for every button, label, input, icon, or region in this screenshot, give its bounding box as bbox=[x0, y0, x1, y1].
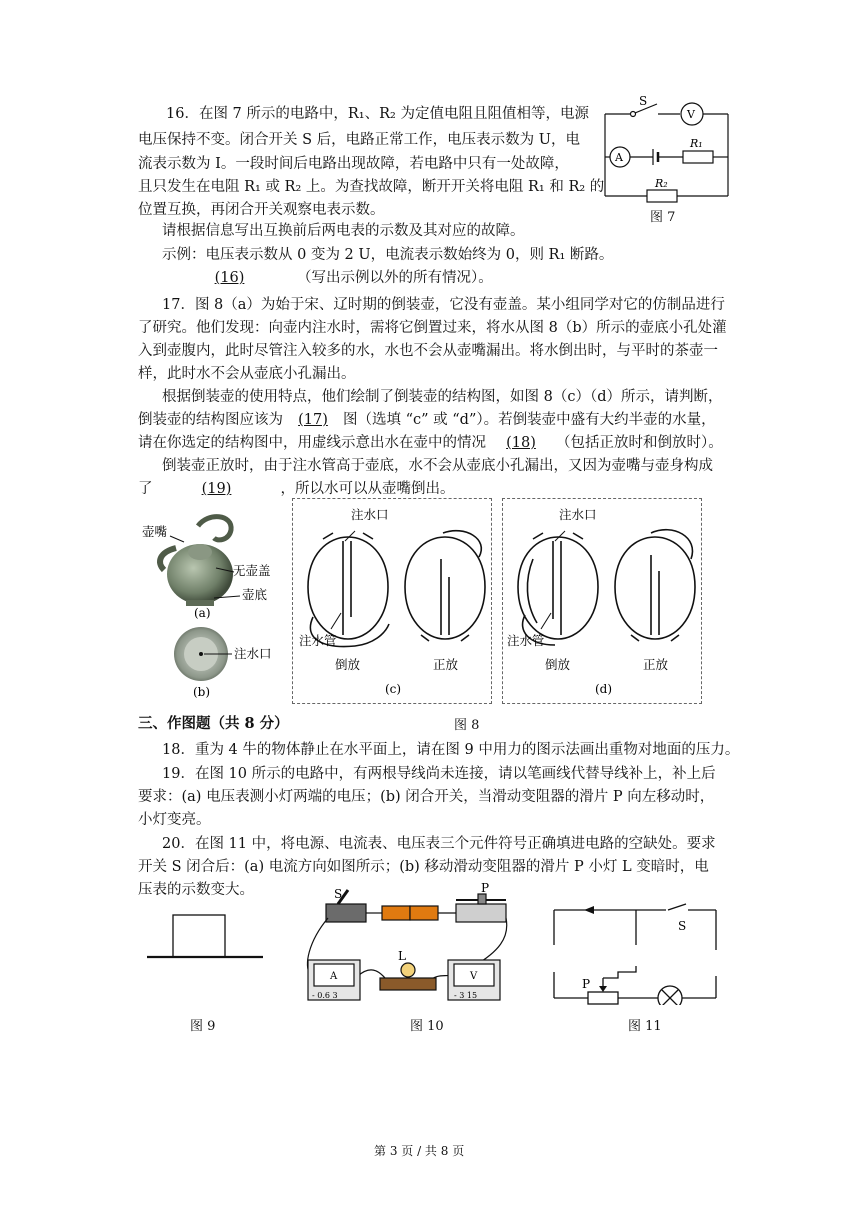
fig9-block bbox=[173, 915, 225, 957]
fig10-voltmeter-label: V bbox=[470, 971, 478, 982]
fig8c-tube-label: 注水管 bbox=[299, 633, 337, 648]
fig8c-upright-label: 正放 bbox=[433, 657, 459, 672]
fig10-slider-label: P bbox=[481, 882, 490, 895]
q17-line-6-pre: 倒装壶的结构图应该为 bbox=[138, 412, 283, 428]
q19-line-2: 要求：(a) 电压表测小灯两端的电压；(b) 闭合开关，当滑动变阻器的滑片 P 向左移动时， bbox=[138, 789, 715, 805]
q17-line-9 bbox=[138, 479, 455, 499]
figure-8c-structure bbox=[293, 499, 491, 703]
teapot-image bbox=[160, 517, 233, 606]
q20-line-1: 20．在图 11 中，将电源、电流表、电压表三个元件符号正确填进电路的空缺处。要求 bbox=[162, 836, 716, 852]
figure-9 bbox=[145, 910, 265, 965]
fig7-caption: 图 7 bbox=[650, 210, 676, 225]
fig8d-label: (d) bbox=[595, 682, 613, 696]
q16-line-6: 请根据信息写出互换前后两电表的示数及其对应的故障。 bbox=[162, 223, 525, 239]
q17-line-9-post: ，所以水可以从壶嘴倒出。 bbox=[280, 481, 455, 497]
q16-answer-line bbox=[162, 268, 493, 288]
q16-line-2: 电压保持不变。闭合开关 S 后，电路正常工作，电压表示数为 U，电 bbox=[138, 132, 580, 148]
fig11-slider-arrow bbox=[599, 986, 607, 992]
answer-blank-18[interactable]: (18) bbox=[506, 435, 536, 451]
q17-line-6-post: 图（选填 “c” 或 “d”）。若倒装壶中盛有大约半壶的水量， bbox=[343, 412, 716, 428]
fig10-lamp-label: L bbox=[398, 949, 406, 963]
fig8c-inverted-label: 倒放 bbox=[335, 657, 361, 672]
q17-line-7-pre: 请在你选定的结构图中，用虚线示意出水在壶中的情况 bbox=[138, 435, 486, 451]
q17-line-1: 17．图 8（a）为始于宋、辽时期的倒装壶，它没有壶盖。某小组同学对它的仿制品进行 bbox=[162, 297, 725, 313]
fig8d-tube-label: 注水管 bbox=[507, 633, 545, 648]
fig8c-label: (c) bbox=[385, 682, 402, 696]
q16-line-4: 且只发生在电阻 R₁ 或 R₂ 上。为查找故障，断开开关将电阻 R₁ 和 R₂ 的 bbox=[138, 179, 605, 195]
fig8-caption: 图 8 bbox=[454, 718, 480, 733]
fig8d-upright-label: 正放 bbox=[643, 657, 669, 672]
figure-8d-box bbox=[502, 498, 702, 704]
fig8-spout-label: 壶嘴 bbox=[142, 524, 168, 539]
q17-line-2: 了研究。他们发现：向壶内注水时，需将它倒置过来，将水从图 8（b）所示的壶底小孔处灌 bbox=[138, 320, 727, 336]
q20-line-2: 开关 S 闭合后：(a) 电流方向如图所示；(b) 移动滑动变阻器的滑片 P 小灯 L 变暗时，电 bbox=[138, 859, 709, 875]
q19-line-3: 小灯变亮。 bbox=[138, 812, 211, 828]
fig8d-inverted-label: 倒放 bbox=[545, 657, 571, 672]
figure-10-circuit bbox=[298, 882, 510, 1010]
fig8-bottom-label: 壶底 bbox=[242, 587, 268, 602]
fig11-slider-label: P bbox=[582, 977, 591, 991]
q17-line-4: 样，此时水不会从壶底小孔漏出。 bbox=[138, 366, 356, 382]
fig8-inlet-label: 注水口 bbox=[234, 646, 272, 661]
q17-line-3: 入到壶腹内，此时尽管注入较多的水，水也不会从壶嘴漏出。将水倒出时，与平时的茶壶一 bbox=[138, 343, 718, 359]
q20-line-3: 压表的示数变大。 bbox=[138, 882, 254, 898]
fig8c-inlet-label: 注水口 bbox=[351, 507, 389, 522]
figure-8c-box bbox=[292, 498, 492, 704]
q16-example: 示例：电压表示数从 0 变为 2 U，电流表示数始终为 0，则 R₁ 断路。 bbox=[162, 247, 614, 263]
fig10-switch-label: S bbox=[334, 887, 343, 901]
figure-8d-structure bbox=[503, 499, 701, 703]
fig7-voltmeter-label: V bbox=[687, 108, 695, 121]
fig8-no-lid-label: 无壶盖 bbox=[233, 563, 271, 578]
answer-blank-16[interactable]: (16) bbox=[214, 270, 245, 286]
fig10-caption: 图 10 bbox=[410, 1019, 444, 1034]
figure-8-ab bbox=[138, 512, 288, 702]
fig10-ammeter-terminals: - 0.6 3 bbox=[312, 991, 338, 1000]
q19-line-1: 19．在图 10 所示的电路中，有两根导线尚未连接，请以笔画线代替导线补上，补上后 bbox=[162, 766, 716, 782]
fig8-a-label: (a) bbox=[194, 606, 211, 620]
fig8d-inlet-label: 注水口 bbox=[559, 507, 597, 522]
fig9-caption: 图 9 bbox=[190, 1019, 216, 1034]
fig7-r2-label: R₂ bbox=[655, 177, 668, 190]
q16-line-8-tail: （写出示例以外的所有情况）。 bbox=[297, 270, 493, 286]
answer-blank-19[interactable]: (19) bbox=[201, 481, 232, 497]
q16-line-1: 16．在图 7 所示的电路中，R₁、R₂ 为定值电阻且阻值相等，电源 bbox=[166, 106, 589, 122]
answer-blank-17[interactable]: (17) bbox=[298, 412, 328, 428]
fig11-switch-label: S bbox=[678, 919, 687, 933]
section-3-heading: 三、作图题（共 8 分） bbox=[138, 715, 289, 732]
fig10-voltmeter-terminals: - 3 15 bbox=[454, 991, 478, 1000]
fig11-caption: 图 11 bbox=[628, 1019, 662, 1034]
fig7-switch-label: S bbox=[639, 94, 648, 108]
q17-line-6 bbox=[138, 410, 716, 430]
q16-line-3: 流表示数为 I。一段时间后电路出现故障，若电路中只有一处故障， bbox=[138, 156, 569, 172]
q17-line-7 bbox=[138, 433, 723, 453]
current-direction-arrow bbox=[584, 906, 594, 914]
q17-line-8: 倒装壶正放时，由于注水管高于壶底，水不会从壶底小孔漏出，又因为壶嘴与壶身构成 bbox=[162, 458, 713, 474]
fig10-ammeter-label: A bbox=[330, 971, 338, 982]
fig7-ammeter-label: A bbox=[615, 151, 623, 164]
q17-line-9-pre: 了 bbox=[138, 481, 153, 497]
fig7-r1-label: R₁ bbox=[690, 137, 703, 150]
page-footer: 第 3 页 / 共 8 页 bbox=[374, 1144, 465, 1158]
q17-line-5: 根据倒装壶的使用特点，他们绘制了倒装壶的结构图，如图 8（c）（d）所示，请判断， bbox=[162, 389, 723, 405]
q17-line-7-post: （包括正放时和倒放时）。 bbox=[556, 435, 723, 451]
q16-line-5: 位置互换，再闭合开关观察电表示数。 bbox=[138, 202, 385, 218]
q18-text: 18．重为 4 牛的物体静止在水平面上，请在图 9 中用力的图示法画出重物对地面的压力。 bbox=[162, 742, 740, 758]
fig8-b-label: (b) bbox=[193, 685, 211, 699]
figure-11-circuit bbox=[548, 900, 723, 1005]
